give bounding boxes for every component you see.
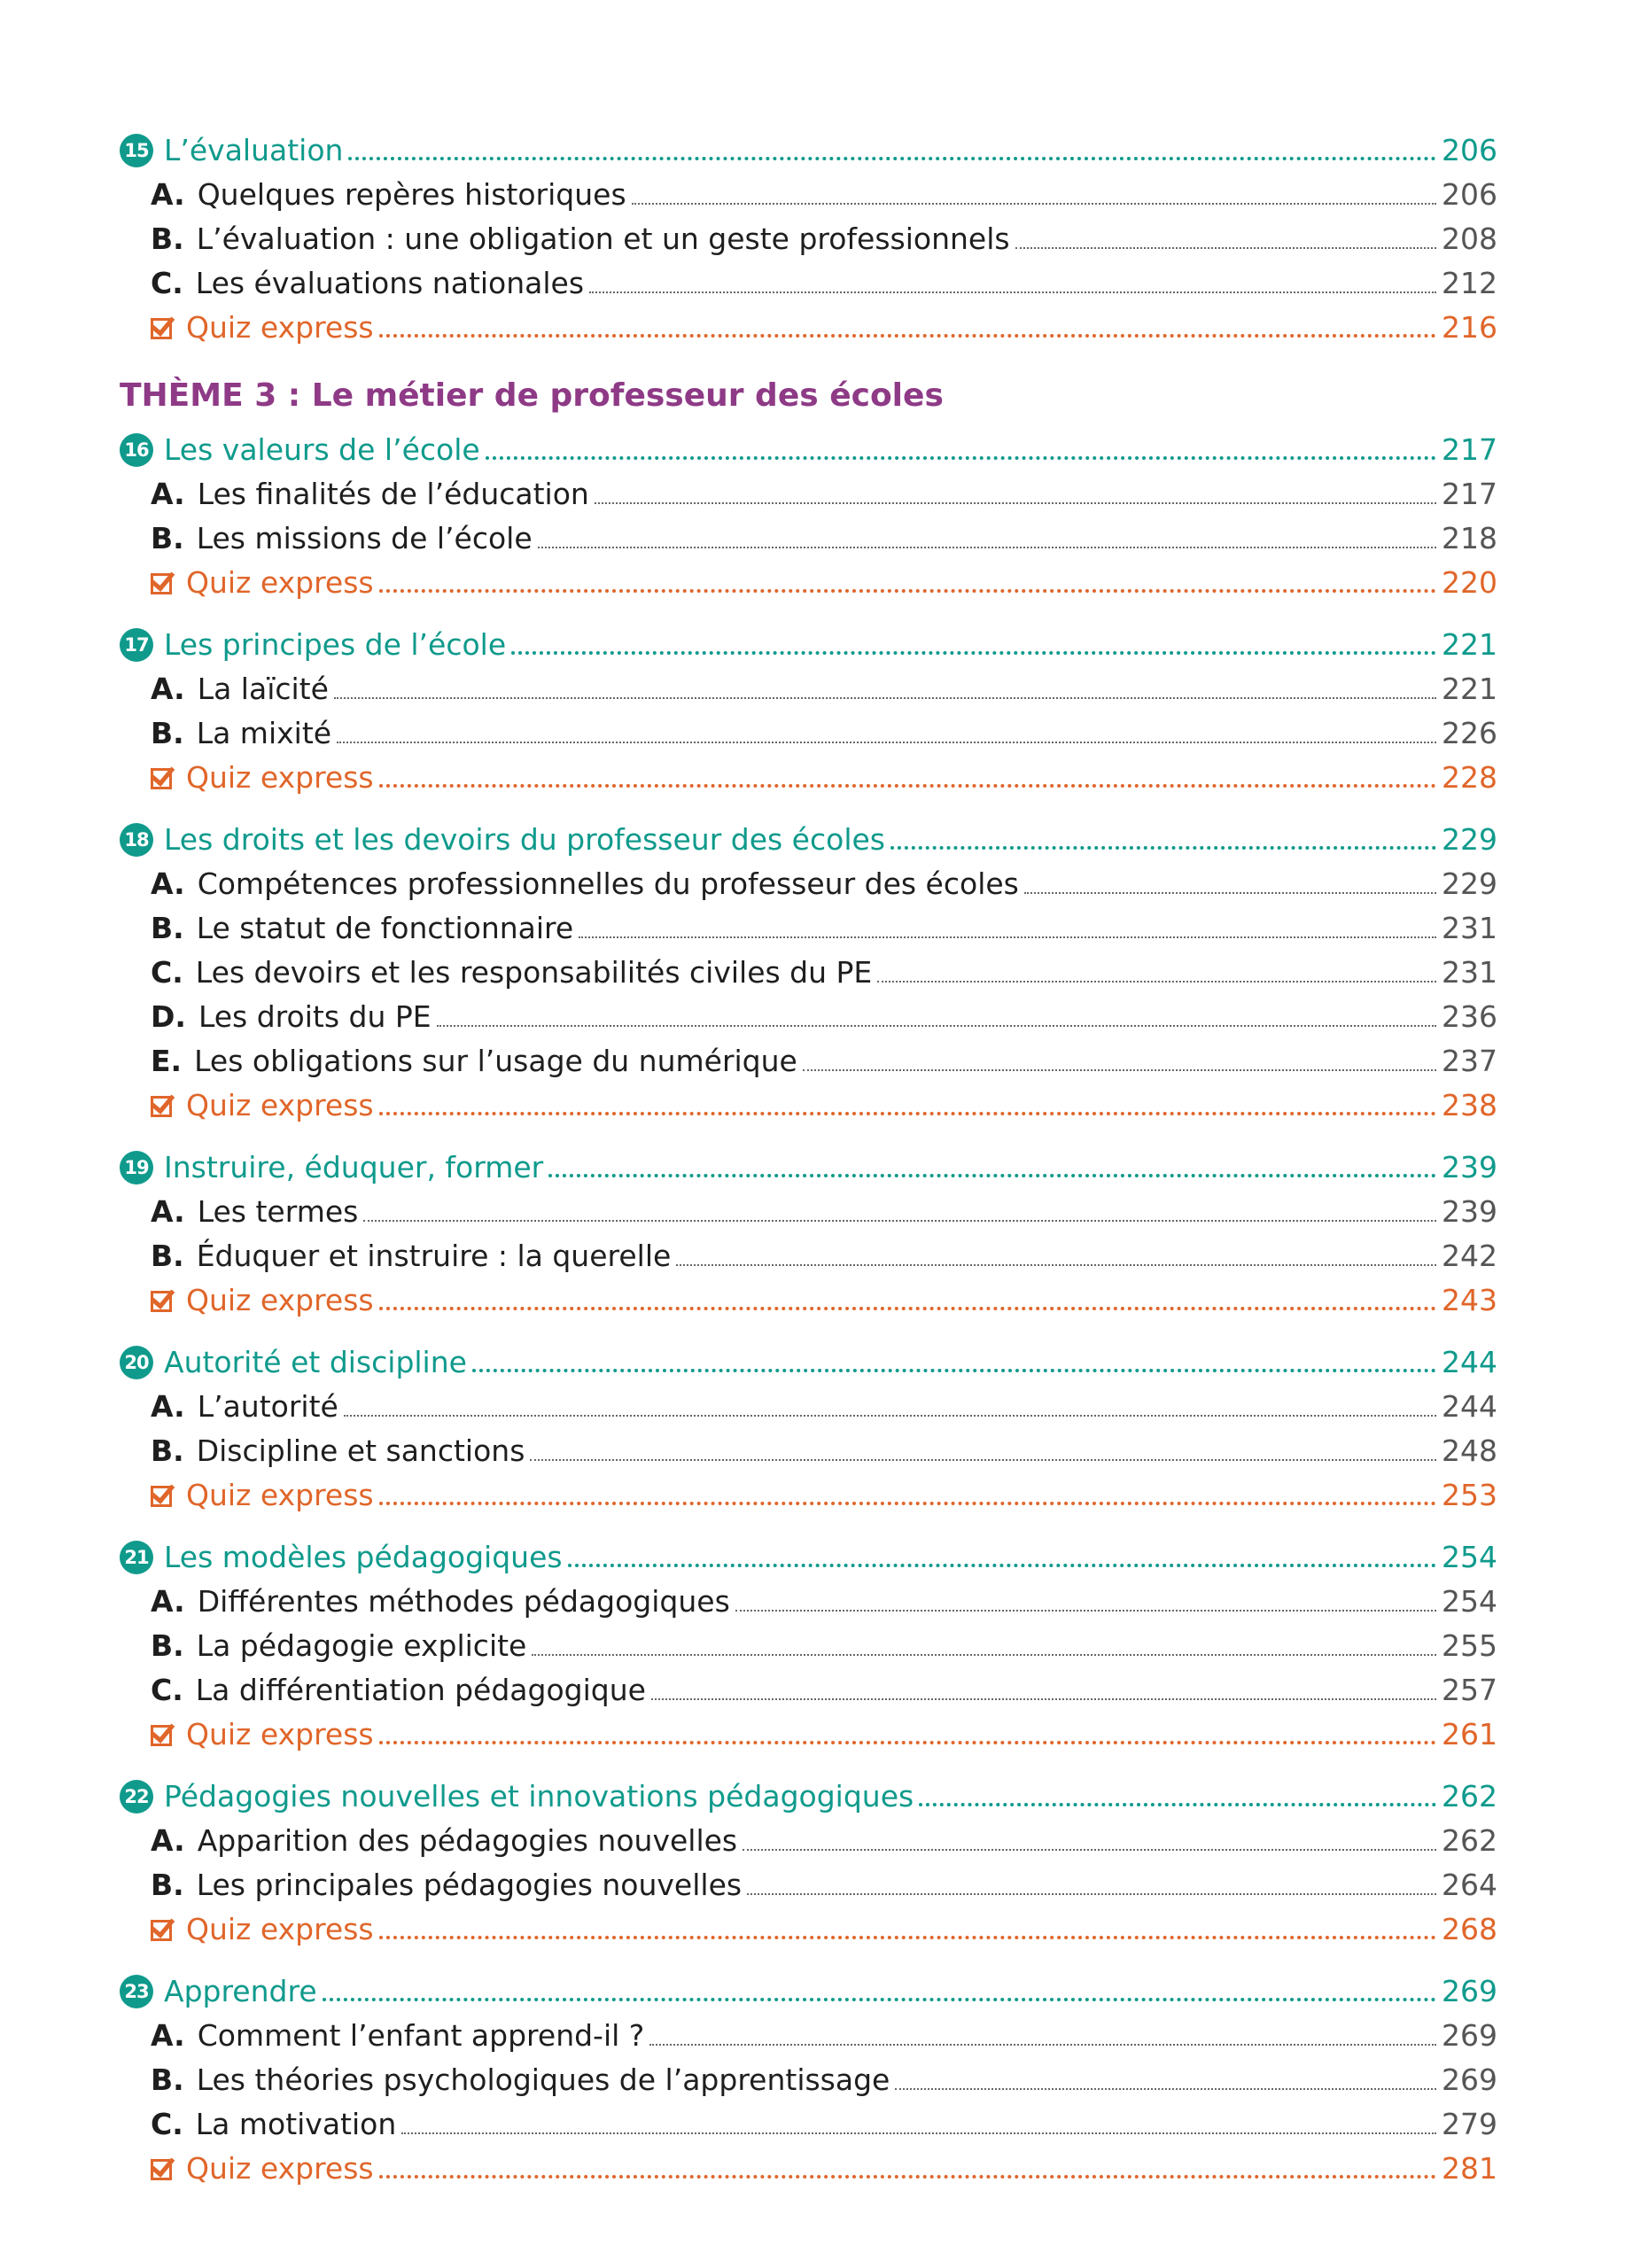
section-page-number: 217	[1442, 477, 1497, 511]
section-letter: B.	[151, 716, 184, 750]
section-page-number: 218	[1442, 521, 1497, 555]
section-page-number: 244	[1442, 1389, 1497, 1424]
section-title: Les obligations sur l’usage du numérique	[194, 1044, 797, 1078]
dot-leader	[632, 202, 1436, 205]
section-page-number: 264	[1442, 1868, 1497, 1902]
section-letter: B.	[151, 1239, 184, 1273]
section-title: L’évaluation : une obligation et un geste professionnels	[196, 221, 1010, 256]
dot-leader	[511, 650, 1436, 655]
chapter-title: Les valeurs de l’école	[164, 432, 480, 467]
section-title: La pédagogie explicite	[196, 1628, 527, 1663]
chapter-page-number: 229	[1442, 822, 1497, 857]
section-entry[interactable]	[120, 906, 1497, 951]
chapter-block	[120, 1340, 1497, 1518]
dot-leader	[379, 1306, 1436, 1310]
section-letter: A.	[151, 1823, 185, 1858]
chapter-number-badge: 20	[120, 1346, 153, 1379]
section-letter: E.	[151, 1044, 183, 1078]
dot-leader	[334, 696, 1436, 699]
chapter-number-badge: 22	[120, 1780, 153, 1814]
section-page-number: 255	[1442, 1628, 1497, 1663]
chapter-heading[interactable]	[120, 623, 1497, 667]
dot-leader	[1024, 891, 1436, 894]
section-letter: A.	[151, 1389, 185, 1424]
chapter-title: Les modèles pédagogiques	[164, 1540, 563, 1574]
section-title: Discipline et sanctions	[196, 1433, 525, 1468]
section-entry[interactable]	[120, 1863, 1497, 1907]
section-page-number: 208	[1442, 221, 1497, 256]
checkbox-checked-icon	[151, 1092, 177, 1119]
dot-leader	[743, 1848, 1436, 1851]
section-title: Les principales pédagogies nouvelles	[196, 1868, 743, 1902]
dot-leader	[337, 741, 1436, 743]
dot-leader	[379, 2174, 1436, 2179]
section-entry[interactable]	[120, 517, 1497, 561]
quiz-label: Quiz express	[186, 2151, 374, 2186]
chapter-heading[interactable]	[120, 1340, 1497, 1385]
section-letter: A.	[151, 1194, 185, 1229]
chapter-number-badge: 16	[120, 433, 153, 467]
section-title: Compétences professionnelles du professeur des écoles	[197, 866, 1019, 901]
dot-leader	[437, 1024, 1436, 1027]
dot-leader	[530, 1458, 1436, 1461]
checkbox-checked-icon	[151, 765, 177, 791]
section-page-number: 269	[1442, 2018, 1497, 2053]
quiz-entry[interactable]	[120, 1713, 1497, 1757]
section-title: Comment l’enfant apprend-il ?	[197, 2018, 645, 2053]
section-letter: B.	[151, 911, 184, 945]
section-letter: C.	[151, 1673, 183, 1707]
chapter-page-number: 239	[1442, 1150, 1497, 1184]
chapter-block	[120, 623, 1497, 800]
section-entry[interactable]	[120, 2014, 1497, 2058]
quiz-entry[interactable]	[120, 1907, 1497, 1952]
section-title: Les droits du PE	[198, 999, 432, 1034]
section-letter: A.	[151, 177, 185, 212]
dot-leader	[379, 1501, 1436, 1505]
checkbox-checked-icon	[151, 2155, 177, 2182]
section-entry[interactable]	[120, 1385, 1497, 1429]
chapter-title: Les droits et les devoirs du professeur des écoles	[164, 822, 885, 857]
checkbox-checked-icon	[151, 1721, 177, 1748]
quiz-page-number: 261	[1442, 1717, 1497, 1751]
quiz-page-number: 228	[1442, 760, 1497, 795]
section-entry[interactable]	[120, 1429, 1497, 1473]
dot-leader	[379, 333, 1436, 338]
quiz-page-number: 281	[1442, 2151, 1497, 2186]
section-page-number: 236	[1442, 999, 1497, 1034]
chapter-block	[120, 1146, 1497, 1323]
section-page-number: 226	[1442, 716, 1497, 750]
chapter-heading[interactable]	[120, 1775, 1497, 1819]
chapter-heading[interactable]	[120, 428, 1497, 472]
section-title: Les termes	[197, 1194, 359, 1229]
section-title: Quelques repères historiques	[197, 177, 626, 212]
section-title: La mixité	[196, 716, 332, 750]
quiz-entry[interactable]	[120, 306, 1497, 350]
section-title: Les théories psychologiques de l’apprentissage	[196, 2062, 890, 2097]
chapter-number-badge: 17	[120, 628, 153, 662]
chapter-title: Pédagogies nouvelles et innovations pédagogiques	[164, 1779, 914, 1814]
checkbox-checked-icon	[151, 570, 177, 596]
section-title: La différentiation pédagogique	[195, 1673, 646, 1707]
section-entry[interactable]	[120, 1624, 1497, 1668]
chapter-block	[120, 1969, 1497, 2191]
section-page-number: 206	[1442, 177, 1497, 212]
chapter-page-number: 221	[1442, 627, 1497, 662]
section-entry[interactable]	[120, 711, 1497, 756]
section-entry[interactable]	[120, 1668, 1497, 1713]
section-letter: A.	[151, 1584, 185, 1619]
dot-leader	[895, 2087, 1436, 2090]
quiz-entry[interactable]	[120, 2147, 1497, 2191]
chapter-heading[interactable]	[120, 1535, 1497, 1580]
quiz-label: Quiz express	[186, 1478, 374, 1512]
dot-leader	[676, 1263, 1436, 1266]
dot-leader	[890, 845, 1436, 850]
dot-leader	[538, 546, 1436, 548]
quiz-label: Quiz express	[186, 1912, 374, 1946]
dot-leader	[379, 1111, 1436, 1115]
quiz-label: Quiz express	[186, 760, 374, 795]
section-entry[interactable]	[120, 173, 1497, 217]
section-entry[interactable]	[120, 2058, 1497, 2102]
dot-leader	[649, 2043, 1436, 2046]
section-letter: A.	[151, 2018, 185, 2053]
section-letter: B.	[151, 2062, 184, 2097]
section-title: Les missions de l’école	[196, 521, 533, 555]
chapter-heading[interactable]	[120, 818, 1497, 862]
section-entry[interactable]	[120, 862, 1497, 906]
section-page-number: 221	[1442, 672, 1497, 706]
section-entry[interactable]	[120, 261, 1497, 306]
chapter-block	[120, 428, 1497, 605]
section-page-number: 279	[1442, 2107, 1497, 2141]
chapter-title: Apprendre	[164, 1974, 317, 2008]
quiz-label: Quiz express	[186, 310, 374, 345]
section-letter: D.	[151, 999, 186, 1034]
dot-leader	[919, 1802, 1436, 1806]
section-page-number: 257	[1442, 1673, 1497, 1707]
chapter-heading[interactable]	[120, 1969, 1497, 2014]
chapter-page-number: 254	[1442, 1540, 1497, 1574]
quiz-page-number: 253	[1442, 1478, 1497, 1512]
section-letter: B.	[151, 1628, 184, 1663]
section-page-number: 242	[1442, 1239, 1497, 1273]
section-letter: C.	[151, 955, 183, 990]
chapter-number-badge: 15	[120, 134, 153, 167]
chapter-number-badge: 21	[120, 1541, 153, 1574]
quiz-label: Quiz express	[186, 565, 374, 600]
section-page-number: 248	[1442, 1433, 1497, 1468]
chapter-heading[interactable]	[120, 128, 1497, 173]
chapter-title: Autorité et discipline	[164, 1345, 467, 1379]
dot-leader	[877, 980, 1436, 983]
section-page-number: 254	[1442, 1584, 1497, 1619]
checkbox-checked-icon	[151, 1287, 177, 1314]
dot-leader	[589, 291, 1436, 293]
chapter-page-number: 206	[1442, 133, 1497, 167]
dot-leader	[735, 1609, 1436, 1612]
dot-leader	[1015, 246, 1436, 249]
checkbox-checked-icon	[151, 1482, 177, 1509]
section-page-number: 212	[1442, 266, 1497, 300]
quiz-entry[interactable]	[120, 561, 1497, 605]
dot-leader	[363, 1219, 1436, 1222]
section-entry[interactable]	[120, 1819, 1497, 1863]
quiz-entry[interactable]	[120, 1278, 1497, 1323]
section-entry[interactable]	[120, 472, 1497, 517]
section-letter: C.	[151, 2107, 183, 2141]
section-letter: B.	[151, 221, 184, 256]
section-entry[interactable]	[120, 995, 1497, 1039]
section-entry[interactable]	[120, 217, 1497, 261]
quiz-label: Quiz express	[186, 1717, 374, 1751]
section-entry[interactable]	[120, 2102, 1497, 2147]
section-title: L’autorité	[197, 1389, 338, 1424]
section-letter: B.	[151, 1433, 184, 1468]
section-letter: A.	[151, 477, 185, 511]
dot-leader	[379, 1740, 1436, 1744]
section-page-number: 229	[1442, 866, 1497, 901]
dot-leader	[379, 588, 1436, 593]
chapter-title: L’évaluation	[164, 133, 344, 167]
quiz-entry[interactable]	[120, 1084, 1497, 1128]
dot-leader	[532, 1653, 1436, 1656]
chapter-block	[120, 818, 1497, 1128]
dot-leader	[401, 2132, 1436, 2134]
section-page-number: 262	[1442, 1823, 1497, 1858]
theme-heading: THÈME 3 : Le métier de professeur des écoles	[120, 377, 944, 414]
section-title: La laïcité	[197, 672, 329, 706]
chapter-page-number: 269	[1442, 1974, 1497, 2008]
chapter-number-badge: 23	[120, 1975, 153, 2008]
chapter-title: Instruire, éduquer, former	[164, 1150, 544, 1184]
quiz-page-number: 220	[1442, 565, 1497, 600]
section-letter: B.	[151, 521, 184, 555]
section-page-number: 269	[1442, 2062, 1497, 2097]
section-page-number: 239	[1442, 1194, 1497, 1229]
chapter-block	[120, 1535, 1497, 1757]
chapter-title: Les principes de l’école	[164, 627, 507, 662]
chapter-number-badge: 18	[120, 823, 153, 857]
dot-leader	[548, 1173, 1436, 1177]
quiz-page-number: 268	[1442, 1912, 1497, 1946]
quiz-entry[interactable]	[120, 1473, 1497, 1518]
section-page-number: 237	[1442, 1044, 1497, 1078]
chapter-page-number: 262	[1442, 1779, 1497, 1814]
dot-leader	[348, 156, 1436, 160]
section-letter: A.	[151, 672, 185, 706]
checkbox-checked-icon	[151, 315, 177, 341]
chapter-block	[120, 1775, 1497, 1952]
section-title: Le statut de fonctionnaire	[196, 911, 574, 945]
dot-leader	[747, 1892, 1436, 1895]
chapter-block	[120, 128, 1497, 350]
dot-leader	[595, 501, 1436, 504]
dot-leader	[379, 1935, 1436, 1939]
quiz-entry[interactable]	[120, 756, 1497, 800]
chapter-heading[interactable]	[120, 1146, 1497, 1190]
chapter-number-badge: 19	[120, 1151, 153, 1184]
dot-leader	[568, 1563, 1436, 1567]
chapter-page-number: 244	[1442, 1345, 1497, 1379]
section-page-number: 231	[1442, 911, 1497, 945]
section-title: Éduquer et instruire : la querelle	[196, 1239, 672, 1273]
quiz-page-number: 216	[1442, 310, 1497, 345]
section-entry[interactable]	[120, 1039, 1497, 1084]
dot-leader	[323, 1997, 1436, 2001]
chapter-page-number: 217	[1442, 432, 1497, 467]
quiz-page-number: 238	[1442, 1088, 1497, 1122]
section-entry[interactable]	[120, 667, 1497, 711]
section-letter: A.	[151, 866, 185, 901]
section-title: Les évaluations nationales	[195, 266, 585, 300]
section-entry[interactable]	[120, 1190, 1497, 1234]
section-letter: B.	[151, 1868, 184, 1902]
quiz-label: Quiz express	[186, 1283, 374, 1317]
dot-leader	[803, 1068, 1436, 1071]
table-of-contents	[120, 128, 1497, 2209]
dot-leader	[651, 1697, 1436, 1700]
section-title: La motivation	[195, 2107, 397, 2141]
dot-leader	[344, 1414, 1436, 1417]
section-title: Apparition des pédagogies nouvelles	[197, 1823, 738, 1858]
section-entry[interactable]	[120, 1234, 1497, 1278]
dot-leader	[379, 783, 1436, 788]
checkbox-checked-icon	[151, 1916, 177, 1943]
section-letter: C.	[151, 266, 183, 300]
section-entry[interactable]	[120, 951, 1497, 995]
section-title: Les finalités de l’éducation	[197, 477, 589, 511]
dot-leader	[486, 455, 1436, 460]
section-title: Différentes méthodes pédagogiques	[197, 1584, 730, 1619]
section-page-number: 231	[1442, 955, 1497, 990]
section-entry[interactable]	[120, 1580, 1497, 1624]
quiz-label: Quiz express	[186, 1088, 374, 1122]
dot-leader	[579, 936, 1436, 938]
dot-leader	[472, 1368, 1436, 1372]
quiz-page-number: 243	[1442, 1283, 1497, 1317]
section-title: Les devoirs et les responsabilités civiles du PE	[195, 955, 873, 990]
